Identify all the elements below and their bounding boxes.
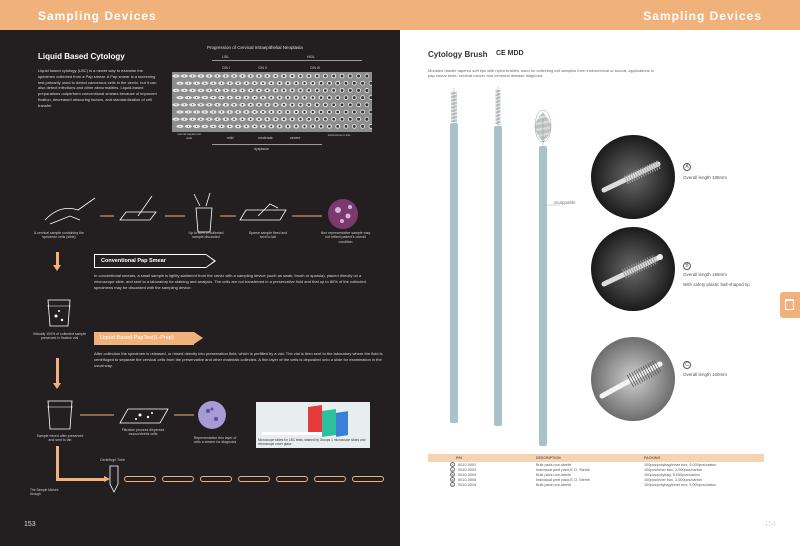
row-variant-marker: B: [451, 478, 454, 482]
variant-a-marker: A: [683, 163, 691, 171]
variant-a-length: Overall length 188mm: [683, 175, 728, 180]
centrifuge-note: The Sample Mixture through: [30, 488, 59, 496]
brush-c-closeup: [590, 336, 676, 422]
step-5-caption: Non representative sample may not reflect patient's overall condition: [320, 231, 371, 244]
cell-pn: [428, 482, 504, 487]
cell-layers-image: [172, 72, 372, 132]
row-pn: 0010-0016: [458, 483, 477, 487]
centrifuge-label: Centrifuge Tube: [100, 458, 125, 462]
table-header-row: [428, 454, 764, 462]
lsil-label: LSIL: [222, 55, 230, 59]
brush-title: Cytology Brush: [428, 50, 488, 59]
flow-arrow-2: [56, 358, 59, 384]
col-description: DESCRIPTION: [504, 454, 604, 462]
left-header-title: Sampling Devices: [38, 9, 157, 23]
cell-packing: 100pcs/polybag/inner box, 5,000pcs/carton: [644, 462, 717, 467]
right-header-band: [400, 0, 800, 30]
photo-caption: Microscope slides for LBC tests, stained by Groups 1 microscope slides and microscope cover glass: [258, 438, 366, 446]
left-header-band: [0, 0, 400, 30]
cin1-label: CIN I: [222, 66, 230, 70]
lbc-title: Liquid Based Cytology: [38, 52, 125, 61]
brush-a-closeup: [590, 134, 676, 220]
col-packing: PACKING: [604, 454, 764, 462]
brush-description: Moulded handle tapered soft tips with nylon bristles, used for collecting cell samples from endocervical or buccal, applications in pap smear tests, cervical cancer and venereal disease diagnosis: [428, 68, 654, 79]
col-pn: P/N: [428, 454, 504, 462]
cell-packing: 100pcs/polybag, 5,000pcs/carton: [644, 472, 700, 477]
table-row: [428, 482, 764, 487]
neoplasia-title: Progression of Cervical Intraepithelial Neoplasia: [207, 45, 303, 50]
vial-icon: [44, 296, 74, 328]
side-tab[interactable]: [780, 292, 800, 318]
process-pill-3: [200, 476, 232, 482]
lbc-intro: Liquid based cytology (LBC) is a newer way to examine the specimen collected from a Pap smear. A Pap smear is a screening test primarily used to detect cancerous cells in the cervix, but it can also detect infections and other abnormalities. Liquid-based preparations outperform conventional smears because of improved fixation, decreased obscuring factors, and standardization of cell transfer.: [38, 68, 157, 108]
process-pill-4: [238, 476, 270, 482]
variant-b-length: Overall length 198mm: [683, 272, 728, 277]
step-1-caption: A cervical sample containing the specimen cells (slide): [34, 231, 84, 240]
sil-line: [212, 60, 362, 61]
row-variant-marker: A: [451, 463, 454, 467]
row-pn: 0010-0001: [458, 463, 477, 467]
product-table: [428, 454, 764, 487]
normal-cells-label: normal squamous cells: [177, 132, 201, 140]
dysplasia-line: [212, 144, 322, 145]
right-header-title: Sampling Devices: [643, 9, 762, 23]
step-4-caption: Sparse sample fixed and sent to lab: [248, 231, 288, 240]
mild-label: mild: [227, 136, 234, 140]
right-page-number: 154: [764, 521, 776, 528]
hsil-label: HSIL: [307, 55, 315, 59]
process-pill-2: [162, 476, 194, 482]
row-variant-marker: B: [451, 473, 454, 477]
brush-b-closeup: [590, 226, 676, 312]
cell-description: Bulk pack,non-sterile: [536, 482, 572, 487]
cell-description: Individual peel pack,E.O. Sterile: [536, 477, 590, 482]
flow-arrow-2-head: [53, 383, 61, 389]
variant-c-length: Overall length 160mm: [683, 372, 728, 377]
slides-photo: [256, 402, 370, 448]
variant-b-note: With safety plastic ball-shaped tip: [683, 282, 750, 287]
process-pill-1: [124, 476, 156, 482]
cell-description: Bulk pack,non-sterile: [536, 472, 572, 477]
carcinoma-label: carcinoma in situ: [327, 133, 351, 137]
process-pill-7: [352, 476, 384, 482]
cin3-label: CIN III: [310, 66, 320, 70]
bottom-step-3-caption: Representative thin layer of cells a clearer for diagnosis: [193, 436, 237, 445]
conventional-label: Conventional Pap Smear: [94, 254, 206, 268]
cell-description: Individual peel pack,E.O. Sterile: [536, 467, 590, 472]
ce-mark: CE MDD: [496, 50, 524, 57]
dysplasia-label: dysplasia: [254, 147, 269, 151]
step-3-caption: Up to 80% of collected sample discarded: [188, 231, 224, 240]
right-page: [400, 0, 800, 546]
flow-arrow-1-head: [53, 265, 61, 271]
conventional-text: In conventional smears, a small sample is lightly slathered from the cervix with a sampling device (such as swab, brush or spatula), placed directly on a microscope slide, and sent to a laboratory for staining and analysis. The cells are not transferred in a preservative fluid and that up to 80% of the collected specimens may be discarded with the sampling device.: [94, 273, 366, 290]
photo-red-block: [308, 405, 322, 435]
left-page-number: 153: [24, 521, 36, 528]
variant-c-marker: C: [683, 361, 691, 369]
flow-arrow-1: [56, 252, 59, 266]
cell-packing: 100pcs/inner box, 2,000pcs/carton: [644, 477, 703, 482]
lbp-label: Liquid-Based PapTest(L-Prep): [94, 332, 194, 345]
lbp-text: After collection the specimen is released, or rinsed directly into preservation fluid, which is prefilled by a vial. The vial is then sent to the laboratory where the fluid is centrifuged to separate the cervical cells from the preservative and other materials collected. A thin layer of the cells is deposited onto a slide for examination in the usual way.: [94, 351, 383, 368]
vial-caption: Virtually 100% of collected sample preserved in fixative vial: [32, 332, 87, 341]
process-pill-6: [314, 476, 346, 482]
photo-green-block: [322, 409, 336, 437]
cup-icon: [785, 299, 794, 310]
snappable-label: Snappable: [554, 200, 576, 205]
cell-packing: 100pcs/inner box, 2,000pcs/carton: [644, 467, 703, 472]
bottom-step-2-caption: Filtration process disperses mucus/debris cells: [121, 428, 165, 437]
neoplasia-diagram: [172, 44, 372, 159]
flow-arrow-3: [56, 446, 59, 480]
row-variant-marker: C: [451, 483, 454, 487]
moderate-label: moderate: [258, 136, 273, 140]
photo-slide: [262, 432, 322, 435]
photo-blue-block: [336, 411, 348, 437]
centrifuge-tube-icon: [108, 464, 120, 494]
cell-description: Bulk pack,non-sterile: [536, 462, 572, 467]
bottom-step-1-caption: Sample mixed after preserved and sent to lab: [36, 434, 84, 443]
row-pn: 0010-0004: [458, 473, 477, 477]
brushes-image: [430, 78, 560, 458]
variant-b-marker: B: [683, 262, 691, 270]
cin2-label: CIN II: [258, 66, 267, 70]
row-pn: 0010-0005: [458, 478, 477, 482]
flow-arrow-3-horizontal: [56, 478, 106, 481]
row-pn: 0010-0003: [458, 468, 477, 472]
row-variant-marker: A: [451, 468, 454, 472]
process-pill-5: [276, 476, 308, 482]
severe-label: severe: [290, 136, 301, 140]
cell-packing: 100pcs/polybag/inner box, 5,000pcs/carton: [644, 482, 717, 487]
